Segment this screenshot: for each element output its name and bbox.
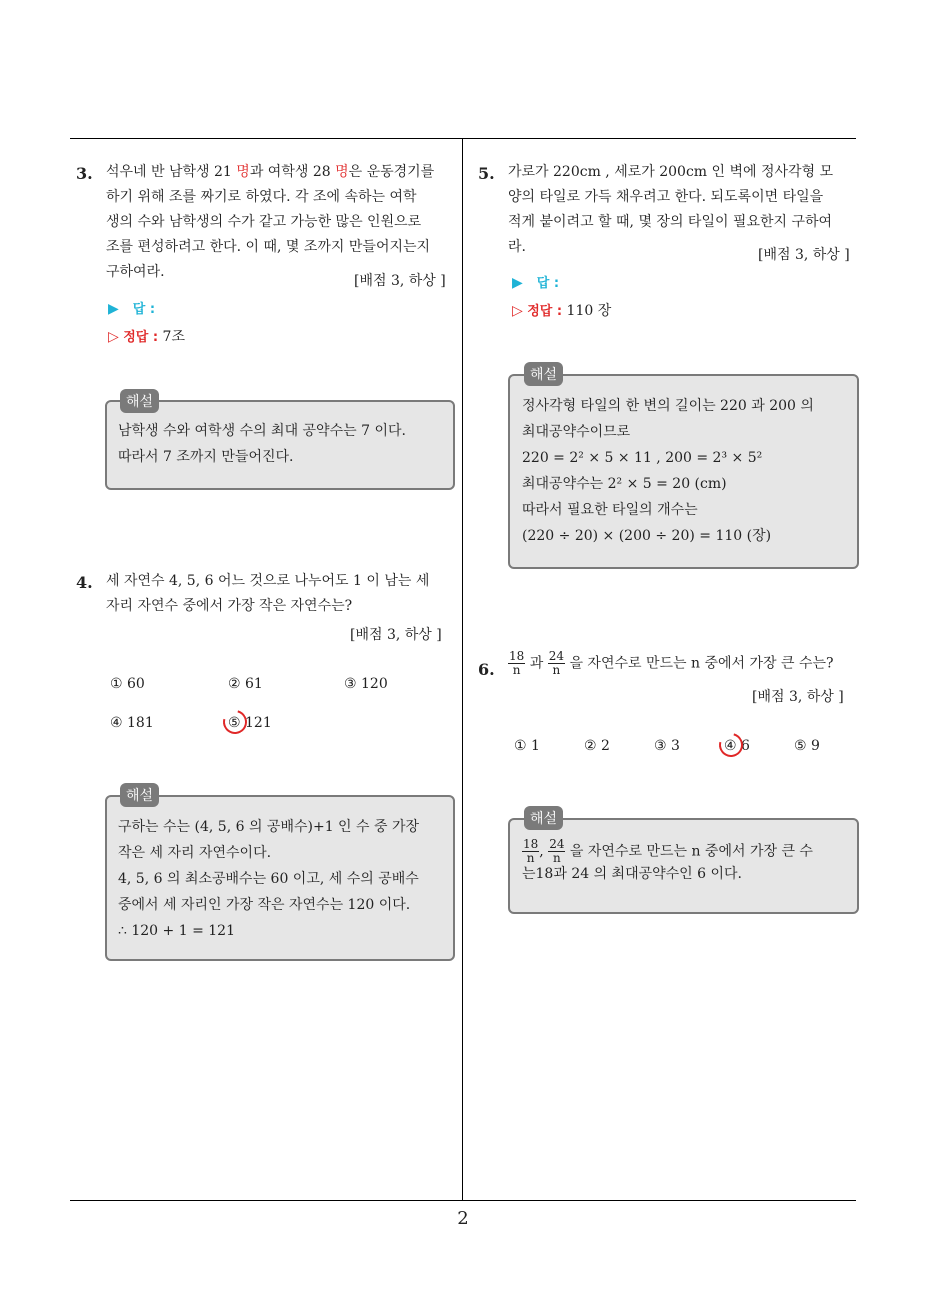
q4-solution-text: 구하는 수는 (4, 5, 6 의 공배수)+1 인 수 중 가장 작은 세 자리 자연수이다. 4, 5, 6 의 최소공배수는 60 이고, 세 수의 공배수 중에서 세 자리인 가장 작은 자연수는 120 이다. ∴ 120 + 1 = 121 <box>118 819 420 939</box>
play-icon: ▶ <box>512 275 523 291</box>
q4-choice-5[interactable]: ⑤ 121 <box>228 715 272 731</box>
q4-text: 세 자연수 4, 5, 6 어느 것으로 나누어도 1 이 남는 세 자리 자연수 중에서 가장 작은 자연수는? <box>106 573 430 614</box>
footer-rule <box>70 1200 856 1201</box>
q4-solution-tag: 해설 <box>120 783 159 807</box>
q3-solution-text: 남학생 수와 여학생 수의 최대 공약수는 7 이다. 따라서 7 조까지 만들어진다. <box>118 423 406 465</box>
q5-solution-tag: 해설 <box>524 362 563 386</box>
q6-choice-1[interactable]: ① 1 <box>514 738 540 754</box>
q5-answer-row: ▶ 답 : <box>512 275 560 291</box>
q3-answer-row: ▶ 답 : <box>108 301 156 317</box>
q5-meta: [배점 3, 하상 ] <box>758 247 850 263</box>
header-rule <box>70 138 856 139</box>
q4-choice-1[interactable]: ① 60 <box>110 676 145 692</box>
q6-choice-4[interactable]: ④ 6 <box>724 738 750 754</box>
q6-choice-2[interactable]: ② 2 <box>584 738 610 754</box>
column-divider <box>462 139 463 1201</box>
play-outline-icon: ▷ <box>512 303 523 319</box>
q6-choice-5[interactable]: ⑤ 9 <box>794 738 820 754</box>
q4-choice-3[interactable]: ③ 120 <box>344 676 388 692</box>
q5-text: 가로가 220cm , 세로가 200cm 인 벽에 정사각형 모 양의 타일로 가득 채우려고 한다. 되도록이면 타일을 적게 붙이려고 할 때, 몇 장의 타일이 필요한지 구하여 라. <box>508 164 834 255</box>
q3-solution-tag: 해설 <box>120 389 159 413</box>
q4-number: 4. <box>76 573 93 592</box>
q4-choice-2[interactable]: ② 61 <box>228 676 263 692</box>
q5-correct-row: ▷ 정답 : 110 장 <box>512 303 612 319</box>
q3-correct-row: ▷ 정답 : 7조 <box>108 329 185 345</box>
q6-selected-mark <box>715 729 748 762</box>
q6-solution-text: $\frac{18}{n}$ , $\frac{24}{n}$ 을 자연수로 만드는 n 중에서 가장 큰 수 는18과 24 의 최대공약수인 6 이다. <box>522 837 813 882</box>
q6-choice-3[interactable]: ③ 3 <box>654 738 680 754</box>
play-outline-icon: ▷ <box>108 329 119 345</box>
q6-fraction-18-n: $\frac{18}{n}$ <box>509 649 525 677</box>
q6-meta: [배점 3, 하상 ] <box>752 689 844 705</box>
q3-text: 석우네 반 남학생 21 명과 여학생 28 명은 운동경기를 하기 위해 조를 짜기로 하였다. 각 조에 속하는 여학 생의 수와 남학생의 수가 같고 가능한 많은 인원으로 조를 편성하려고 한다. 이 때, 몇 조까지 만들어지는지 구하여라. <box>106 164 435 280</box>
q6-text: $\frac{18}{n}$ 과 $\frac{24}{n}$ 을 자연수로 만드는 n 중에서 가장 큰 수는? <box>509 649 834 677</box>
page-number: 2 <box>457 1208 469 1229</box>
q4-choice-4[interactable]: ④ 181 <box>110 715 154 731</box>
q3-meta: [배점 3, 하상 ] <box>354 273 446 289</box>
q6-solution-tag: 해설 <box>524 806 563 830</box>
q4-selected-mark <box>219 706 252 739</box>
q4-meta: [배점 3, 하상 ] <box>350 627 442 643</box>
q5-solution-text: 정사각형 타일의 한 변의 길이는 220 과 200 의 최대공약수이므로 220 = 2² × 5 × 11 , 200 = 2³ × 5² 최대공약수는 2² × 5 = 20 (cm) 따라서 필요한 타일의 개수는 (220 ÷ 20) × (200 ÷ 20) = 110 (장) <box>522 398 814 544</box>
q5-number: 5. <box>478 164 495 183</box>
q6-fraction-24-n: $\frac{24}{n}$ <box>548 649 564 677</box>
play-icon: ▶ <box>108 301 119 317</box>
q3-number: 3. <box>76 164 93 183</box>
q6-number: 6. <box>478 660 495 679</box>
